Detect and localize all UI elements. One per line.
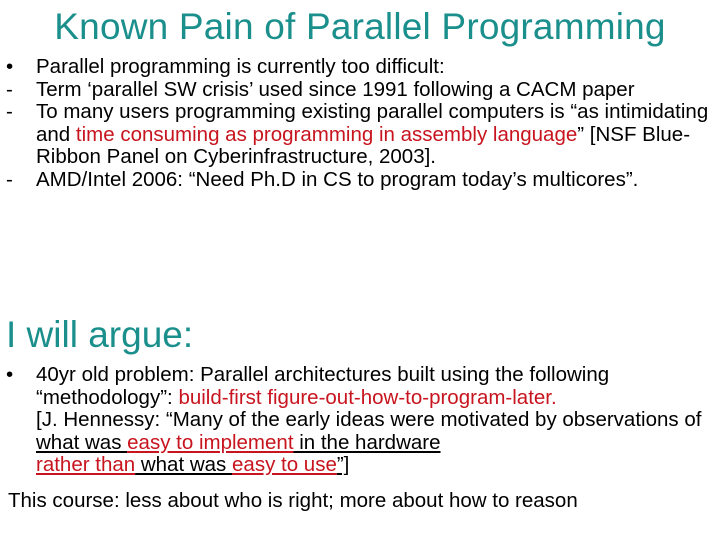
quote-highlight: rather than bbox=[36, 453, 136, 476]
bullet-list bbox=[0, 56, 716, 191]
argument-lead-highlight: build-first figure-out-how-to-program-later. bbox=[178, 385, 557, 409]
argument-lead: 40yr old problem: Parallel architectures built using the following “methodology”: bbox=[36, 363, 610, 409]
bullet-text: Term ‘parallel SW crisis’ used since 1991 following a CACM paper bbox=[36, 77, 635, 101]
bullet-text-a: To many users programming existing parallel computers is “as intimidating and bbox=[36, 100, 709, 146]
dash-marker: - bbox=[6, 100, 13, 123]
quote-underlined: what was bbox=[36, 430, 128, 454]
bullet-text: Parallel programming is currently too difficult: bbox=[36, 55, 445, 78]
quote-underlined: in the hardware bbox=[293, 430, 441, 454]
dash-marker: - bbox=[6, 167, 13, 191]
bullet-text-highlight: time consuming as programming in assembly language bbox=[75, 122, 578, 146]
quote-underlined: what was bbox=[135, 453, 233, 476]
argument-bullet bbox=[0, 364, 716, 477]
bullet-text: AMD/Intel 2006: “Need Ph.D in CS to program today’s multicores”. bbox=[36, 167, 639, 191]
bullet-marker: • bbox=[6, 55, 14, 78]
bullet-marker: • bbox=[6, 363, 14, 386]
quote-highlight: easy to use bbox=[232, 453, 337, 476]
quote-text: [J. Hennessy: “Many of the early ideas were motivated by observations of bbox=[36, 408, 702, 431]
bullet-text-b: ” [NSF Blue-Ribbon Panel on Cyberinfrastructure, 2003]. bbox=[36, 122, 691, 168]
bullet-1 bbox=[0, 56, 716, 79]
bullet-2 bbox=[0, 79, 716, 102]
closing-statement: This course: less about who is right; more about how to reason bbox=[8, 489, 578, 512]
bullet-4 bbox=[0, 169, 716, 192]
argument-list bbox=[0, 364, 716, 477]
quote-end: ”] bbox=[336, 453, 350, 476]
bullet-3 bbox=[0, 101, 716, 169]
slide-title: Known Pain of Parallel Programming bbox=[54, 6, 666, 47]
quote-highlight: easy to implement bbox=[127, 430, 294, 454]
dash-marker: - bbox=[6, 77, 13, 101]
section-heading: I will argue: bbox=[6, 314, 194, 355]
